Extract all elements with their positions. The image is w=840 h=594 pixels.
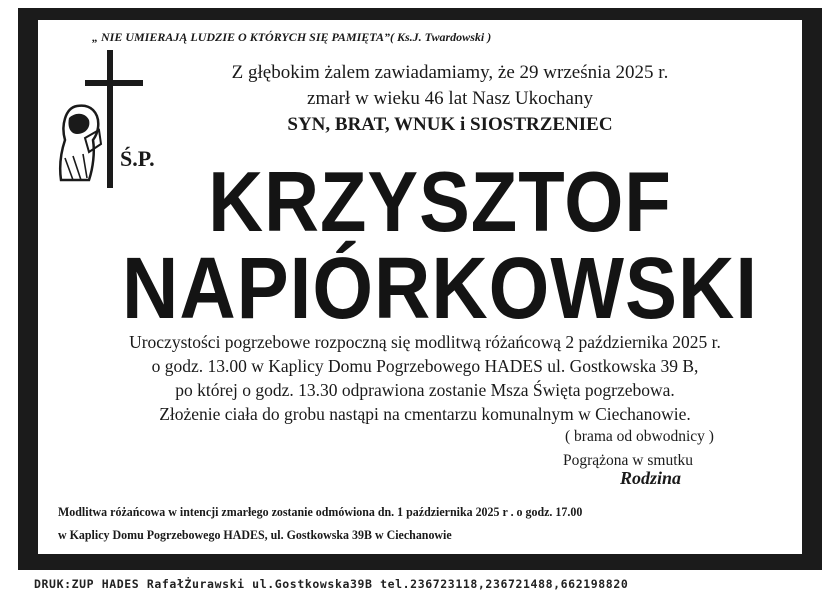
- intro-line-1: Z głębokim żalem zawiadamiamy, że 29 września 2025 r.: [231, 62, 669, 83]
- deceased-last-name: NAPIÓRKOWSKI: [122, 238, 758, 338]
- sp-label: Ś.P.: [120, 146, 155, 171]
- rosary-line-2: w Kaplicy Domu Pogrzebowego HADES, ul. Gostkowska 39B w Ciechanowie: [58, 527, 452, 542]
- memorial-quote: „ NIE UMIERAJĄ LUDZIE O KTÓRYCH SIĘ PAMIĘTA”( Ks.J. Twardowski ): [92, 30, 492, 44]
- rosary-line-1: Modlitwa różańcowa w intencji zmarłego zostanie odmówiona dn. 1 października 2025 r . o godz. 17.00: [58, 504, 583, 519]
- ceremony-line-1: Uroczystości pogrzebowe rozpoczną się modlitwą różańcową 2 października 2025 r.: [129, 332, 721, 352]
- ceremony-line-2: o godz. 13.00 w Kaplicy Domu Pogrzebowego HADES ul. Gostkowska 39 B,: [151, 356, 699, 376]
- printer-footer: DRUK:ZUP HADES RafałŻurawski ul.Gostkowska39B tel.236723118,236721488,662198820: [34, 577, 629, 591]
- deceased-first-name: KRZYSZTOF: [208, 154, 672, 251]
- directions-note: ( brama od obwodnicy ): [565, 428, 714, 445]
- announcement-intro: [170, 60, 730, 138]
- ceremony-line-3: po której o godz. 13.30 odprawiona zostanie Msza Święta pogrzebowa.: [175, 380, 675, 400]
- mourning-text: Pogrążona w smutku: [563, 452, 694, 469]
- rosary-notice: [58, 500, 720, 546]
- intro-line-2: zmarł w wieku 46 lat Nasz Ukochany: [307, 88, 593, 109]
- intro-relations: SYN, BRAT, WNUK i SIOSTRZENIEC: [287, 114, 613, 135]
- ceremony-line-4: Złożenie ciała do grobu nastąpi na cmentarzu komunalnym w Ciechanowie.: [159, 404, 691, 424]
- funeral-ceremony-details: [60, 330, 790, 426]
- family-signature: Rodzina: [620, 468, 682, 488]
